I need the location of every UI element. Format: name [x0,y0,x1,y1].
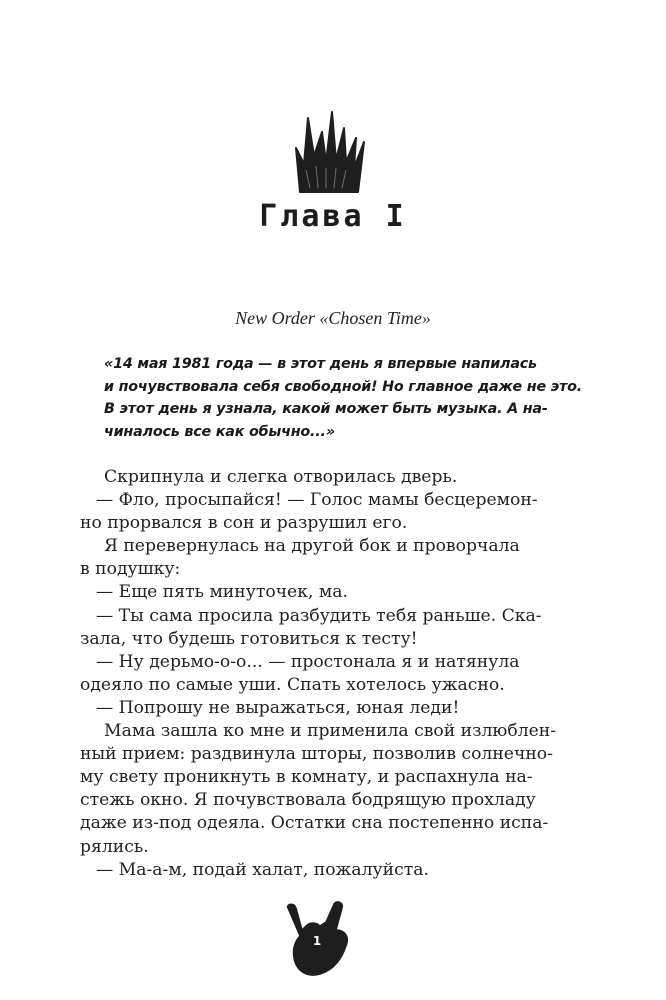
crown-icon [292,108,372,200]
diary-line: и почувствовала себя свободной! Но главное даже не это. [104,378,582,395]
body-line: стежь окно. Я почувствовала бодрящую прохладу [80,790,536,811]
page-number: 1 [312,934,322,948]
body-line: Мама зашла ко мне и применила свой излюблен- [104,721,557,742]
body-line: Я перевернулась на другой бок и проворчала [104,536,520,557]
diary-line: «14 мая 1981 года — в этот день я впервые напилась [104,356,537,372]
body-line: зала, что будешь готовиться к тесту! [80,628,418,649]
body-line: даже из-под одеяла. Остатки сна постепенно испа- [80,813,549,834]
diary-excerpt [104,353,582,443]
chapter-body [80,466,574,882]
body-line: — Ма-а-м, подай халат, пожалуйста. [96,859,429,880]
body-line: — Фло, просыпайся! — Голос мамы бесцеремон- [96,490,538,511]
epigraph-song: New Order «Chosen Time» [235,308,431,328]
body-line: рялись. [80,836,149,857]
body-line: ный прием: раздвинула шторы, позволив солнечно- [80,744,553,765]
body-line: — Еще пять минуточек, ма. [96,582,348,603]
diary-line: В этот день я узнала, какой может быть музыка. А на- [104,401,548,417]
diary-line: чиналось все как обычно...» [104,423,335,440]
body-line: — Попрошу не выражаться, юная леди! [96,697,460,718]
chapter-title: Глава I [259,199,407,234]
body-line: — Ну дерьмо-о-о... — простонала я и натянула [96,651,520,672]
body-line: Скрипнула и слегка отворилась дверь. [104,467,458,487]
body-line: одеяло по самые уши. Спать хотелось ужасно. [80,674,505,695]
body-line: — Ты сама просила разбудить тебя раньше. Ска- [96,605,542,626]
body-line: в подушку: [80,559,181,580]
body-line: но прорвался в сон и разрушил его. [80,513,408,534]
body-line: му свету проникнуть в комнату, и распахнула на- [80,767,533,788]
